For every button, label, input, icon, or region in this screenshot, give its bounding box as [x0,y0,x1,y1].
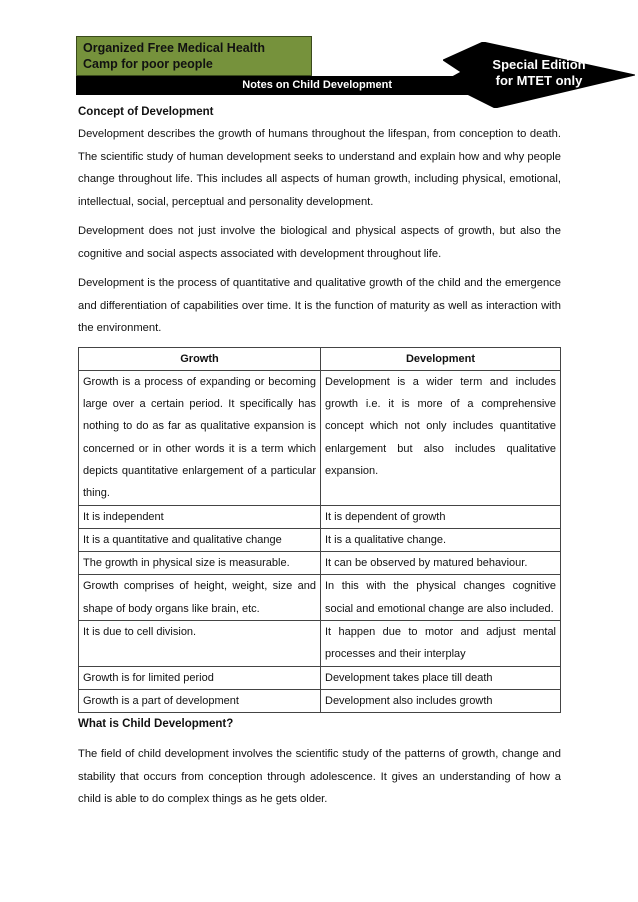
table-cell: Growth comprises of height, weight, size and shape of body organs like brain, etc. [79,575,321,621]
growth-vs-development-table [78,347,561,714]
table-header-row [79,347,561,370]
column-header-growth: Growth [79,347,321,370]
table-cell: Development is a wider term and includes growth i.e. it is more of a comprehensive concept which not only includes quantitative enlargement but also includes qualitative expansion. [321,370,561,505]
badge-line-2: for MTET only [495,73,583,88]
table-row [79,505,561,528]
table-cell: Development takes place till death [321,666,561,689]
section-heading-child-development: What is Child Development? [78,718,234,731]
table-cell: The growth in physical size is measurable. [79,552,321,575]
table-row [79,552,561,575]
table-row [79,689,561,712]
table-row [79,575,561,621]
section-heading-concept: Concept of Development [78,106,214,118]
table-cell: Development also includes growth [321,689,561,712]
table-row [79,666,561,689]
document-body [78,103,561,818]
paragraph: Development describes the growth of humans throughout the lifespan, from conception to death. The scientific study of human development seeks to understand and explain how and why people change throughout life. This includes all aspects of human growth, including physical, emotional, intellectual, social, perceptual and personality development. [78,128,561,208]
table-cell: It happen due to motor and adjust mental processes and their interplay [321,621,561,667]
organization-banner [76,36,312,76]
table-row [79,370,561,505]
paragraph: Development does not just involve the biological and physical aspects of growth, but also the cognitive and social aspects associated with development throughout life. [78,225,561,260]
table-cell: It is independent [79,505,321,528]
column-header-development: Development [321,347,561,370]
table-cell: It is due to cell division. [79,621,321,667]
table-cell: Growth is a part of development [79,689,321,712]
table-cell: It is dependent of growth [321,505,561,528]
document-title: Notes on Child Development [242,79,392,91]
badge-line-1: Special Edition [492,57,586,72]
title-bar [76,76,476,95]
paragraph: Development is the process of quantitative and qualitative growth of the child and the emergence and differentiation of capabilities over time. It is the function of maturity as well as interaction with the environment. [78,277,561,334]
table-cell: Growth is for limited period [79,666,321,689]
table-cell: It can be observed by matured behaviour. [321,552,561,575]
table-cell: Growth is a process of expanding or becoming large over a certain period. It specifically has nothing to do as far as qualitative expansion is concerned or in other words it is a term which depicts quantitative enlargement of a particular thing. [79,370,321,505]
table-row [79,621,561,667]
organization-line-2: Camp for poor people [83,57,213,71]
table-row [79,528,561,551]
organization-line-1: Organized Free Medical Health [83,41,265,55]
table-cell: In this with the physical changes cognitive social and emotional change are also included. [321,575,561,621]
paragraph: The field of child development involves the scientific study of the patterns of growth, change and stability that occurs from conception through adolescence. It gives an understanding of how a child is able to do complex things as he gets older. [78,748,561,806]
special-edition-badge [443,42,635,108]
table-cell: It is a qualitative change. [321,528,561,551]
table-cell: It is a quantitative and qualitative change [79,528,321,551]
